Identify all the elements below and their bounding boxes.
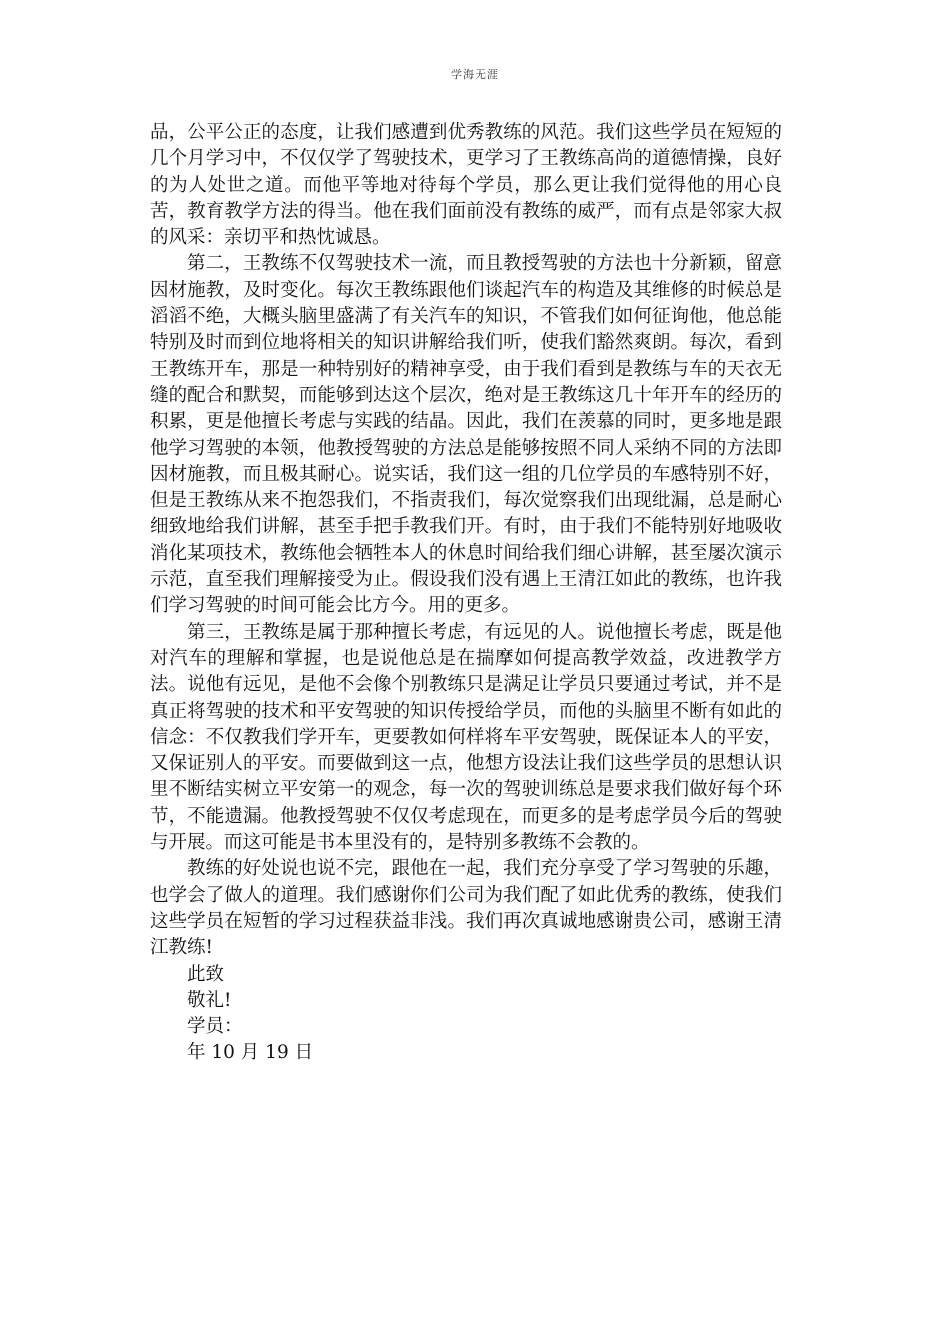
closing-salutation: 此致 [187, 963, 225, 985]
closing-signature: 学员： [187, 1016, 243, 1038]
closing-date: 年 10 月 19 日 [187, 1042, 314, 1064]
page-header: 学海无涯 [451, 68, 499, 81]
closing-respect: 敬礼! [187, 989, 232, 1011]
paragraph-continued: 品，公平公正的态度，让我们感遭到优秀教练的风范。我们这些学员在短短的几个月学习中，不仅仅学了驾驶技术，更学习了王教练高尚的道德情操，良好的为人处世之道。而他平等地对待每个学员，那么更让我们觉得他的用心良苦，教育教学方法的得当。他在我们面前没有教练的威严，而有点是邻家大叔的风采：亲切平和热忱诚恳。 [150, 122, 782, 249]
paragraph-third-point: 第三，王教练是属于那种擅长考虑，有远见的人。说他擅长考虑，既是他对汽车的理解和掌握，也是说他总是在揣摩如何提高教学效益，改进教学方法。说他有远见，是他不会像个别教练只是满足让学员只要通过考试，并不是真正将驾驶的技术和平安驾驶的知识传授给学员，而他的头脑里不断有如此的信念：不仅教我们学开车，更要教如何样将车平安驾驶，既保证本人的平安，又保证别人的平安。而要做到这一点，他想方设法让我们这些学员的思想认识里不断结实树立平安第一的观念，每一次的驾驶训练总是要求我们做好每个环节，不能遗漏。他教授驾驶不仅仅考虑现在，而更多的是考虑学员今后的驾驶与开展。而这可能是书本里没有的，是特别多教练不会教的。 [150, 621, 782, 854]
paragraph-conclusion: 教练的好处说也说不完，跟他在一起，我们充分享受了学习驾驶的乐趣，也学会了做人的道理。我们感谢你们公司为我们配了如此优秀的教练，使我们这些学员在短暂的学习过程获益非浅。我们再次真诚地感谢贵公司，感谢王清江教练! [150, 858, 782, 959]
letter-body [150, 120, 782, 1067]
paragraph-second-point: 第二，王教练不仅驾驶技术一流，而且教授驾驶的方法也十分新颖，留意因材施教，及时变化。每次王教练跟他们谈起汽车的构造及其维修的时候总是滔滔不绝，大概头脑里盛满了有关汽车的知识，不管我们如何征询他，他总能特别及时而到位地将相关的知识讲解给我们听，使我们豁然爽朗。每次，看到王教练开车，那是一种特别好的精神享受，由于我们看到是教练与车的天衣无缝的配合和默契，而能够到达这个层次，绝对是王教练这几十年开车的经历的积累，更是他擅长考虑与实践的结晶。因此，我们在羡慕的同时，更多地是跟他学习驾驶的本领，他教授驾驶的方法总是能够按照不同人采纳不同的方法即因材施教，而且极其耐心。说实话，我们这一组的几位学员的车感特别不好，但是王教练从来不抱怨我们，不指责我们，每次觉察我们出现纰漏，总是耐心细致地给我们讲解，甚至手把手教我们开。有时，由于我们不能特别好地吸收消化某项技术，教练他会牺牲本人的休息时间给我们细心讲解，甚至屡次演示示范，直至我们理解接受为止。假设我们没有遇上王清江如此的教练，也许我们学习驾驶的时间可能会比方今。用的更多。 [150, 253, 782, 617]
